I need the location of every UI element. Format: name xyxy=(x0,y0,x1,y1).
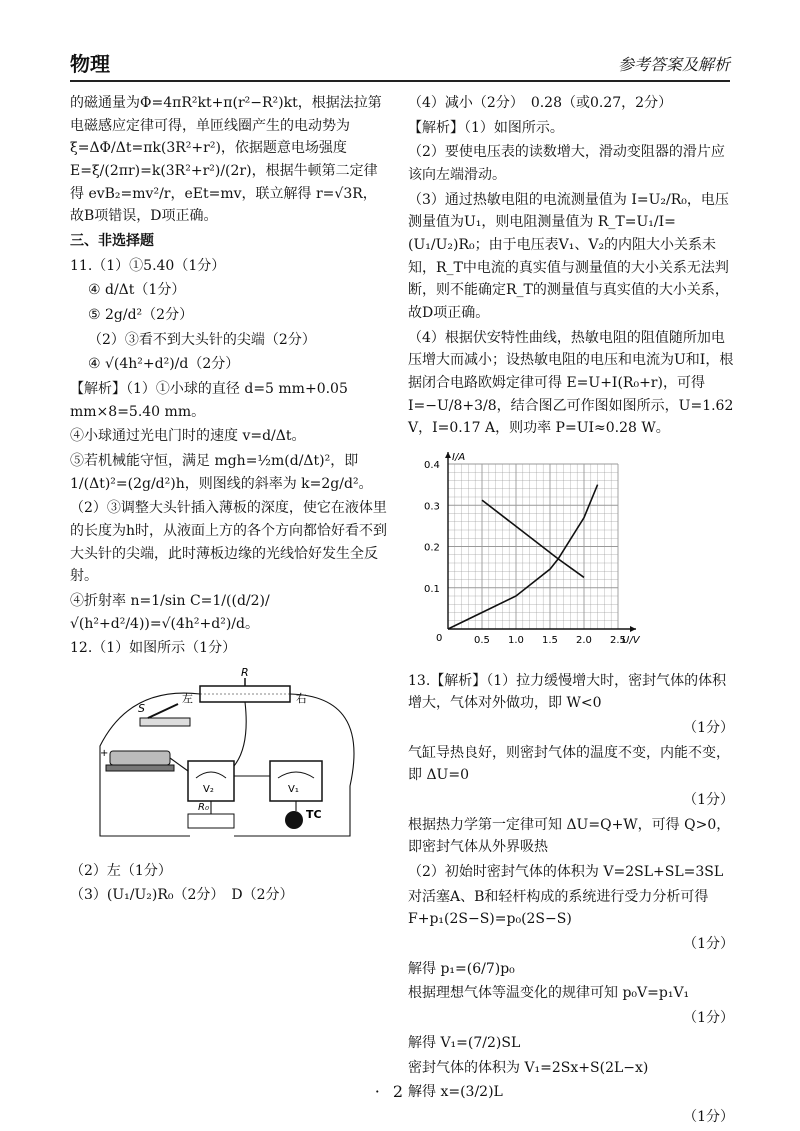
q13-analysis-5: 对活塞A、B和轻杆构成的系统进行受力分析可得 F+p₁(2S−S)=p₀(2S−S) xyxy=(408,888,709,928)
q13-analysis-8: 解得 V₁=(7/2)SL xyxy=(408,1034,521,1051)
label-left: 左 xyxy=(182,692,193,706)
svg-text:+: + xyxy=(100,748,109,760)
y-tick-label: 0.1 xyxy=(424,583,440,595)
label-s: S xyxy=(138,702,145,716)
q13-analysis-1: 13.【解析】（1）拉力缓慢增大时，密封气体的体积增大，气体对外做功，即 W<0 xyxy=(408,672,727,712)
iv-chart-figure xyxy=(408,446,734,664)
q13-analysis-6: 解得 p₁=(6/7)p₀ xyxy=(408,960,515,977)
x-axis-label: U/V xyxy=(622,635,640,647)
section-heading: 三、非选择题 xyxy=(70,233,154,250)
q12-analysis-1: 【解析】（1）如图所示。 xyxy=(408,119,564,136)
q11-answer-3: ⑤ 2g/d²（2分） xyxy=(88,307,194,324)
battery xyxy=(110,751,170,765)
y-tick-label: 0.2 xyxy=(424,542,440,554)
q13-analysis-9: 密封气体的体积为 V₁=2Sx+S(2L−x) xyxy=(408,1059,649,1076)
label-tc: TC xyxy=(306,808,322,822)
q12-answer-3: （3）(U₁/U₂)R₀（2分） D（2分） xyxy=(70,887,294,904)
circuit-diagram xyxy=(70,666,370,846)
score-1: （1分） xyxy=(683,720,734,737)
page-number: · 2 · xyxy=(374,1082,426,1101)
q11-answer-5: ④ √(4h²+d²)/d（2分） xyxy=(88,356,240,373)
q12-analysis-2: （2）要使电压表的读数增大，滑动变阻器的滑片应该向左端滑动。 xyxy=(408,144,725,184)
q11-answer-4: （2）③看不到大头针的尖端（2分） xyxy=(88,331,316,348)
score-5: （1分） xyxy=(683,1108,734,1125)
thermistor xyxy=(285,811,303,829)
y-axis-arrow xyxy=(445,452,451,458)
resistor-r0 xyxy=(188,814,234,828)
q11-analysis-2: ④小球通过光电门时的速度 v=d/Δt。 xyxy=(70,428,306,445)
x-axis-arrow xyxy=(630,626,636,632)
label-v2: V₂ xyxy=(203,784,214,796)
q11-analysis-4: （2）③调整大头针插入薄板的深度，使它在液体里的长度为h时，从液面上方的各个方向都恰好看不到大头针的尖端，此时薄板边缘的光线恰好发生全反射。 xyxy=(70,500,388,585)
subject-title: 物理 xyxy=(70,52,110,76)
page-header xyxy=(70,46,730,82)
label-r0: R₀ xyxy=(198,802,209,814)
switch xyxy=(140,718,190,726)
label-r: R xyxy=(241,666,249,680)
x-tick-label: 2.5 xyxy=(610,635,626,647)
q11-analysis-1: 【解析】（1）①小球的直径 d=5 mm+0.05 mm×8=5.40 mm。 xyxy=(70,381,348,420)
score-3: （1分） xyxy=(683,936,734,953)
score-4: （1分） xyxy=(683,1010,734,1027)
voltmeter-v1 xyxy=(270,761,322,801)
q12-analysis-4: （4）根据伏安特性曲线，热敏电阻的阻值随所加电压增大而减小；设热敏电阻的电压和电流为U和I，根据闭合电路欧姆定律可得 E=U+I(R₀+r)，可得 I=−U/8+3/8，结合图乙可作图如图所示，U=1.62 V，I=0.17 A，则功率 P=UI≈0.28 W。 xyxy=(408,329,734,437)
label-right: 右 xyxy=(296,692,307,706)
q13-analysis-10: 解得 x=(3/2)L xyxy=(408,1084,503,1101)
q12-answer-2: （2）左（1分） xyxy=(70,862,172,879)
x-tick-label: 0.5 xyxy=(474,635,490,647)
score-2: （1分） xyxy=(683,792,734,809)
voltmeter-v2 xyxy=(188,761,234,801)
q11-analysis-5: ④折射率 n=1/sin C=1/((d/2)/√(h²+d²/4))=√(4h²+d²)/d。 xyxy=(70,593,270,632)
iv-chart xyxy=(408,446,648,656)
q11-analysis-3: ⑤若机械能守恒，满足 mgh=½m(d/Δt)²，即 1/(Δt)²=(2g/d²)h，则图线的斜率为 k=2g/d²。 xyxy=(70,453,373,492)
q11-answer-2: ④ d/Δt（1分） xyxy=(88,282,186,299)
q13-analysis-4: （2）初始时密封气体的体积为 V=2SL+SL=3SL xyxy=(408,864,724,881)
label-v1: V₁ xyxy=(288,784,299,796)
q12-answer-4: （4）减小（2分） 0.28（或0.27，2分） xyxy=(408,95,673,111)
q12-answer-1: 12.（1）如图所示（1分） xyxy=(70,640,237,657)
right-column xyxy=(408,92,734,1131)
load-line xyxy=(482,500,584,577)
y-tick-label: 0.3 xyxy=(424,501,440,513)
origin-label: 0 xyxy=(436,633,443,645)
q13-analysis-3: 根据热力学第一定律可知 ΔU=Q+W，可得 Q>0，即密封气体从外界吸热 xyxy=(408,816,731,856)
q13-analysis-2: 气缸导热良好，则密封气体的温度不变，内能不变，即 ΔU=0 xyxy=(408,744,730,784)
left-column xyxy=(70,92,390,909)
x-tick-label: 2.0 xyxy=(576,635,592,647)
x-tick-label: 1.0 xyxy=(508,635,524,647)
y-axis-label: I/A xyxy=(452,452,466,464)
q10-continuation: 的磁通量为Φ=4πR²kt+π(r²−R²)kt，根据法拉第电磁感应定律可得，单匝线圈产生的电动势为ξ=ΔΦ/Δt=πk(3R²+r²)，依据题意电场强度E=ξ/(2πr)=k(3R²+r²)/(2r)，根据牛顿第二定律得 evB₂=mv²/r，eEt=mv，联立解得 r=√3R，故B项错误，D项正确。 xyxy=(70,95,382,225)
y-tick-label: 0.4 xyxy=(424,460,440,472)
circuit-figure xyxy=(70,666,390,854)
section-title: 参考答案及解析 xyxy=(617,55,730,74)
q12-analysis-3: （3）通过热敏电阻的电流测量值为 I=U₂/R₀，电压测量值为U₁，则电阻测量值为 R_T=U₁/I=(U₁/U₂)R₀；由于电压表V₁、V₂的内阻大小关系未知，R_T中电流的真实值与测量值的大小关系无法判断，则不能确定R_T的测量值与真实值的大小关系，故D项正确。 xyxy=(408,191,729,322)
q13-analysis-7: 根据理想气体等温变化的规律可知 p₀V=p₁V₁ xyxy=(408,985,690,1002)
q11-answer-1: 11.（1）①5.40（1分） xyxy=(70,257,226,274)
x-tick-label: 1.5 xyxy=(542,635,558,647)
